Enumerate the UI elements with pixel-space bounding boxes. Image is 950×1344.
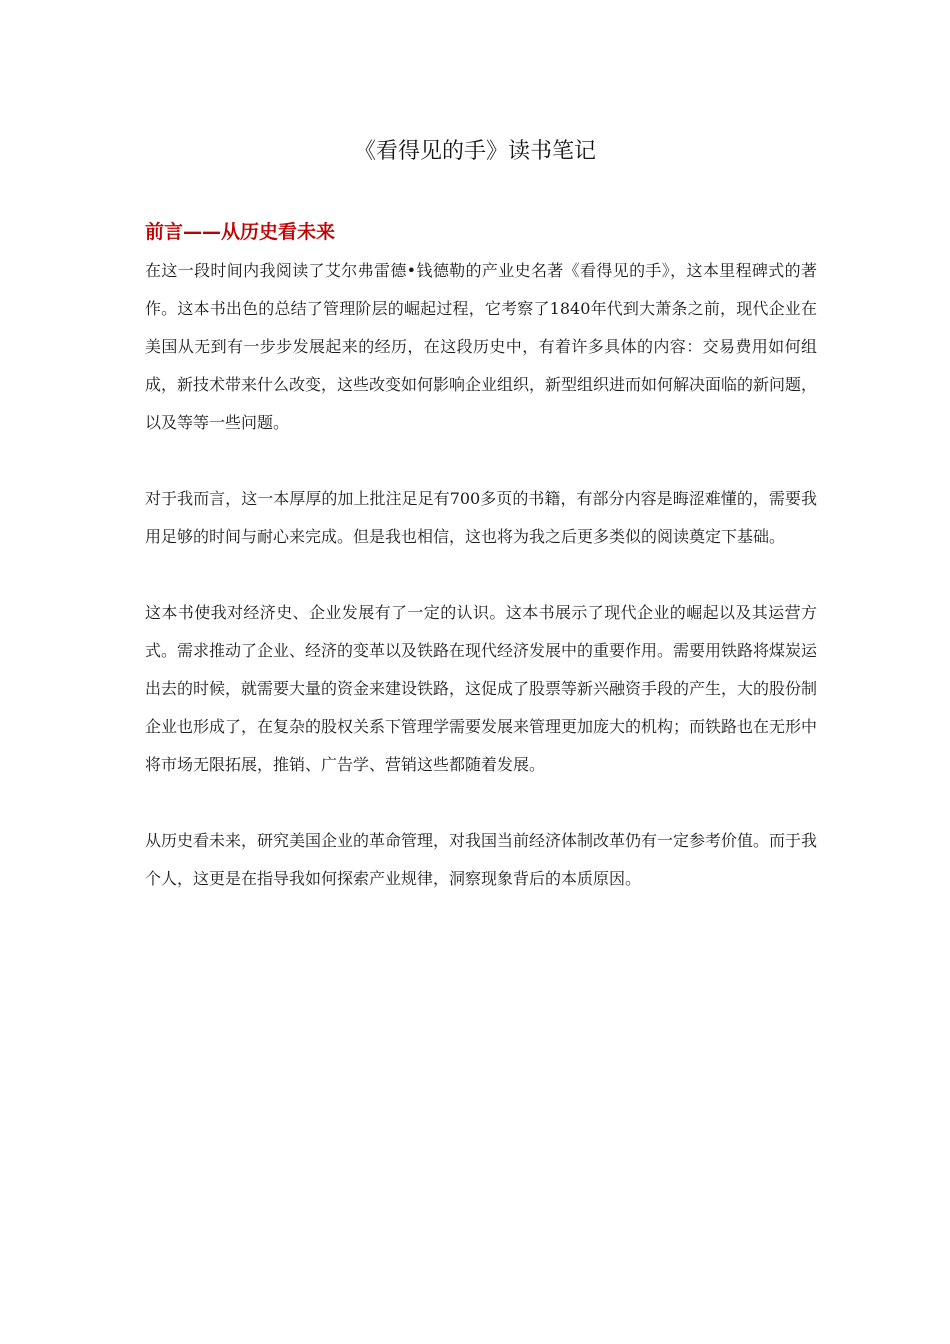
document-body [145,217,817,936]
paragraph-4: 从历史看未来，研究美国企业的革命管理，对我国当前经济体制改革仍有一定参考价值。而于我个人，这更是在指导我如何探索产业规律，洞察现象背后的本质原因。 [145,831,818,888]
section-heading: 前言——从历史看未来 [145,221,336,243]
paragraph-1: 在这一段时间内我阅读了艾尔弗雷德•钱德勒的产业史名著《看得见的手》，这本里程碑式的著作。这本书出色的总结了管理阶层的崛起过程，它考察了1840年代到大萧条之前，现代企业在美国从无到有一步步发展起来的经历，在这段历史中，有着许多具体的内容：交易费用如何组成，新技术带来什么改变，这些改变如何影响企业组织，新型组织进而如何解决面临的新问题，以及等等一些问题。 [145,261,818,432]
paragraph-3: 这本书使我对经济史、企业发展有了一定的认识。这本书展示了现代企业的崛起以及其运营方式。需求推动了企业、经济的变革以及铁路在现代经济发展中的重要作用。需要用铁路将煤炭运出去的时候，就需要大量的资金来建设铁路，这促成了股票等新兴融资手段的产生，大的股份制企业也形成了，在复杂的股权关系下管理学需要发展来管理更加庞大的机构；而铁路也在无形中将市场无限拓展，推销、广告学、营销这些都随着发展。 [145,603,818,774]
paragraph-2: 对于我而言，这一本厚厚的加上批注足足有700多页的书籍，有部分内容是晦涩难懂的，需要我用足够的时间与耐心来完成。但是我也相信，这也将为我之后更多类似的阅读奠定下基础。 [145,489,817,546]
document-title: 《看得见的手》读书笔记 [353,139,596,164]
